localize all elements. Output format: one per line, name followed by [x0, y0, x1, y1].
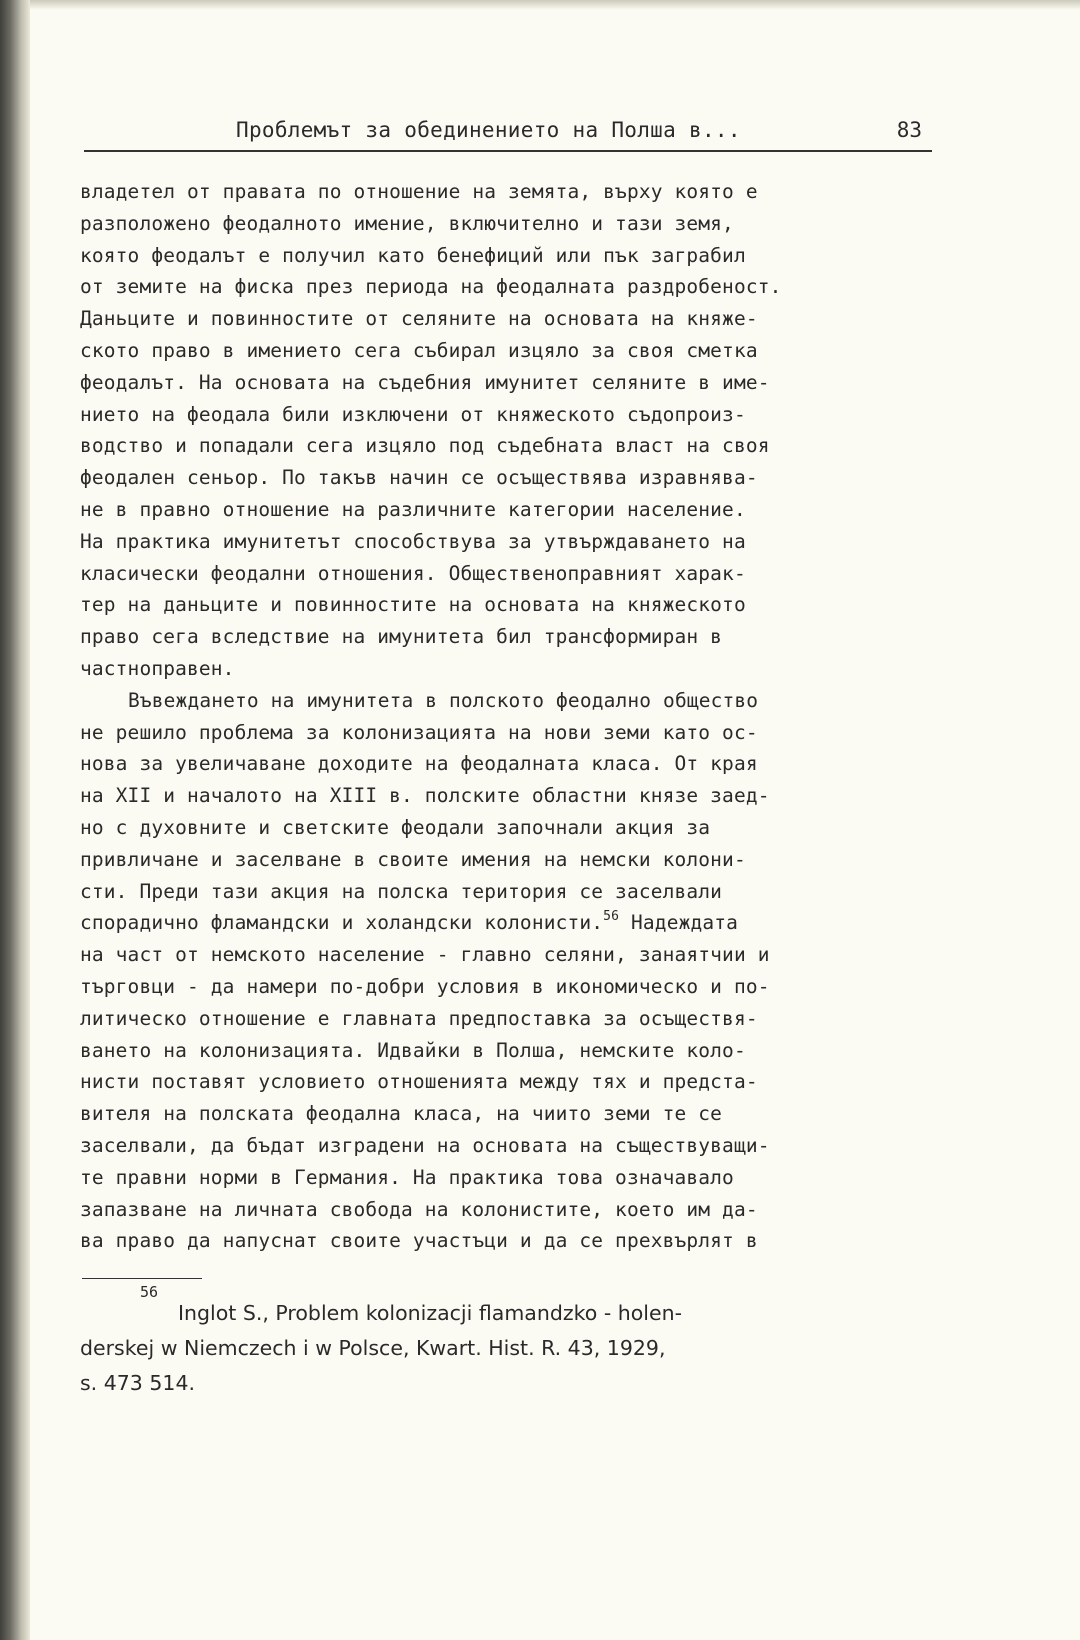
text-line: разположено феодалното имение, включително и тази земя,: [80, 211, 734, 235]
footnote: [80, 1296, 960, 1401]
page-number: 83: [896, 118, 922, 142]
text-line: на част от немското население - главно селяни, занаятчии и: [80, 943, 770, 967]
running-title: Проблемът за обединението на Полша в...: [236, 118, 741, 142]
text-line: заселвали, да бъдат изградени на основата на съществуващи-: [80, 1133, 770, 1157]
text-line: сти. Преди тази акция на полска територия се заселвали: [80, 879, 723, 903]
text-line: не в правно отношение на различните категории население.: [80, 497, 746, 521]
text-line-with-footnote: [80, 907, 950, 939]
text-line: Въвеждането на имунитета в полското феодално общество: [128, 688, 759, 712]
footnote-divider: [82, 1278, 202, 1279]
text-line: класически феодални отношения. Общественоправният харак-: [80, 561, 746, 585]
text-line: но с духовните и светските феодали започнали акция за: [80, 815, 711, 839]
text-line: привличане и заселване в своите имения на немски колони-: [80, 847, 746, 871]
text-fragment: Надеждата: [619, 911, 739, 935]
text-fragment: спорадично фламандски и холандски колонисти.: [80, 911, 604, 935]
footnote-number: 56: [140, 1283, 159, 1301]
text-line: която феодалът е получил като бенефиций или пък заграбил: [80, 243, 746, 267]
text-line: На практика имунитетът способствува за утвърждаването на: [80, 529, 746, 553]
footnote-line: s. 473 514.: [80, 1371, 196, 1395]
body-text: [80, 176, 950, 1257]
text-line: феодален сеньор. По такъв начин се осъществява изравнява-: [80, 466, 758, 490]
text-line: ването на колонизацията. Идвайки в Полша, немските коло-: [80, 1038, 746, 1062]
text-line: литическо отношение е главната предпоставка за осъществя-: [80, 1006, 758, 1030]
text-line: на XII и началото на XIII в. полските областни князе заед-: [80, 784, 770, 808]
text-line: търговци - да намери по-добри условия в икономическо и по-: [80, 974, 770, 998]
text-line: ското право в имението сега събирал изцяло за своя сметка: [80, 338, 758, 362]
book-spine-shadow: [0, 0, 30, 1640]
page-top-shadow: [30, 0, 1080, 10]
text-line: запазване на личната свобода на колонистите, което им да-: [80, 1197, 758, 1221]
footnote-line: derskej w Niemczech i w Polsce, Kwart. Hist. R. 43, 1929,: [80, 1336, 666, 1360]
text-line: вителя на полската феодална класа, на чиито земи те се: [80, 1102, 723, 1126]
text-line: ва право да напуснат своите участъци и да се прехвърлят в: [80, 1229, 758, 1253]
footnote-line: Inglot S., Problem kolonizacji flamandzko - holen-: [178, 1301, 682, 1325]
text-line: право сега вследствие на имунитета бил трансформиран в: [80, 625, 723, 649]
text-line: частноправен.: [80, 656, 235, 680]
text-line: те правни норми в Германия. На практика това означавало: [80, 1165, 734, 1189]
text-line: владетел от правата по отношение на земята, върху която е: [80, 180, 758, 203]
text-line: нисти поставят условието отношенията между тях и предста-: [80, 1070, 758, 1094]
text-line: феодалът. На основата на съдебния имунитет селяните в име-: [80, 370, 770, 394]
text-line: Даньците и повинностите от селяните на основата на княже-: [80, 307, 758, 331]
text-line: водство и попадали сега изцяло под съдебната власт на своя: [80, 434, 770, 458]
text-line: нието на феодала били изключени от княжеското съдопроиз-: [80, 402, 746, 426]
footnote-reference[interactable]: 56: [603, 909, 620, 925]
text-line: нова за увеличаване доходите на феодалната класа. От края: [80, 752, 758, 776]
text-line: тер на даньците и повинностите на основата на княжеското: [80, 593, 746, 617]
text-line: не решило проблема за колонизацията на нови земи като ос-: [80, 720, 758, 744]
text-line: от земите на фиска през периода на феодалната раздробеност.: [80, 275, 782, 299]
running-header: [84, 114, 932, 152]
